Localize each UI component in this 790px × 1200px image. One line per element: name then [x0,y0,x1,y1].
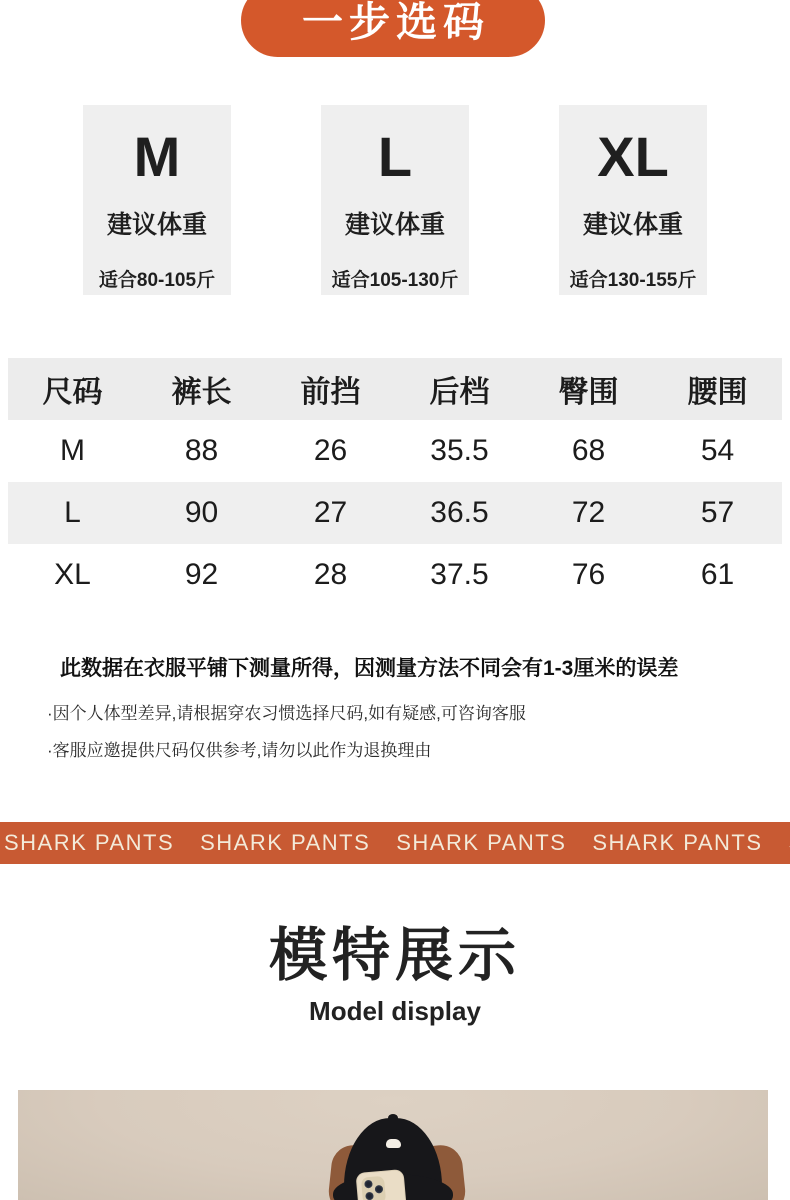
size-card-label: 建议体重 [106,211,207,239]
size-card-m [83,105,231,295]
model-section-title: 模特展示 [268,923,521,988]
size-card-size: M [133,125,181,188]
cell: 72 [571,496,606,529]
size-table [8,358,782,606]
cell: 27 [313,496,348,529]
size-card-range: 适合130-155斤 [569,270,697,291]
cell: 35.5 [430,434,489,467]
cell: 28 [313,558,348,591]
brand-ribbon-text: SHARK PANTS [4,830,175,855]
smartphone [355,1169,408,1200]
cell: 54 [700,434,735,467]
table-row-m [8,420,782,482]
camera-lens-icon [375,1185,384,1194]
section-banner-label: 一步选码 [302,0,490,45]
size-card-size: L [377,125,413,188]
model-section-subtitle: Model display [309,996,481,1026]
section-banner-size-select [241,0,545,57]
cap-logo-bear-icon [386,1139,401,1148]
cell: 57 [700,496,735,529]
cell: 88 [184,434,219,467]
col-header-waist: 腰围 [687,376,748,409]
brand-ribbon-text: SHARK PANTS [396,830,567,855]
model-photo [18,1090,768,1200]
size-card-range: 适合80-105斤 [98,270,216,291]
col-header-back-rise: 后档 [429,376,490,409]
camera-lens-icon [365,1192,374,1200]
size-card-range: 适合105-130斤 [331,270,459,291]
col-header-length: 裤长 [171,376,232,409]
cell: 90 [184,496,219,529]
size-card-size: XL [597,125,669,188]
size-card-label: 建议体重 [344,211,445,239]
size-card-label: 建议体重 [582,211,683,239]
cell: 76 [571,558,606,591]
cell: 68 [571,434,606,467]
cell: 92 [184,558,219,591]
size-table-header-row [8,358,782,420]
col-header-size: 尺码 [42,376,103,409]
col-header-front-rise: 前挡 [300,376,361,409]
cell: 36.5 [430,496,489,529]
size-card-l [321,105,469,295]
camera-lens-icon [364,1180,373,1189]
col-header-hip: 臀围 [558,376,619,409]
measurement-note-sub1: ·因个人体型差异,请根据穿农习惯选择尺码,如有疑感,可咨询客服 [47,704,526,723]
cell: 26 [313,434,348,467]
brand-ribbon-text: SHARK PANTS [200,830,371,855]
phone-camera-module [361,1176,386,1200]
brand-ribbon [0,822,790,864]
cell: 37.5 [430,558,489,591]
cell: M [60,434,85,467]
measurement-note-main: 此数据在衣服平铺下测量所得，因测量方法不同会有1-3厘米的误差 [60,657,679,680]
cell: L [64,496,81,529]
cell: XL [54,558,91,591]
table-row-xl [8,544,782,606]
size-card-xl [559,105,707,295]
cell: 61 [700,558,735,591]
size-card-row [0,105,790,295]
brand-ribbon-text: SHARK PANTS [592,830,763,855]
measurement-note-sub2: ·客服应邀提供尺码仅供参考,请勿以此作为退换理由 [47,741,432,760]
table-row-l [8,482,782,544]
